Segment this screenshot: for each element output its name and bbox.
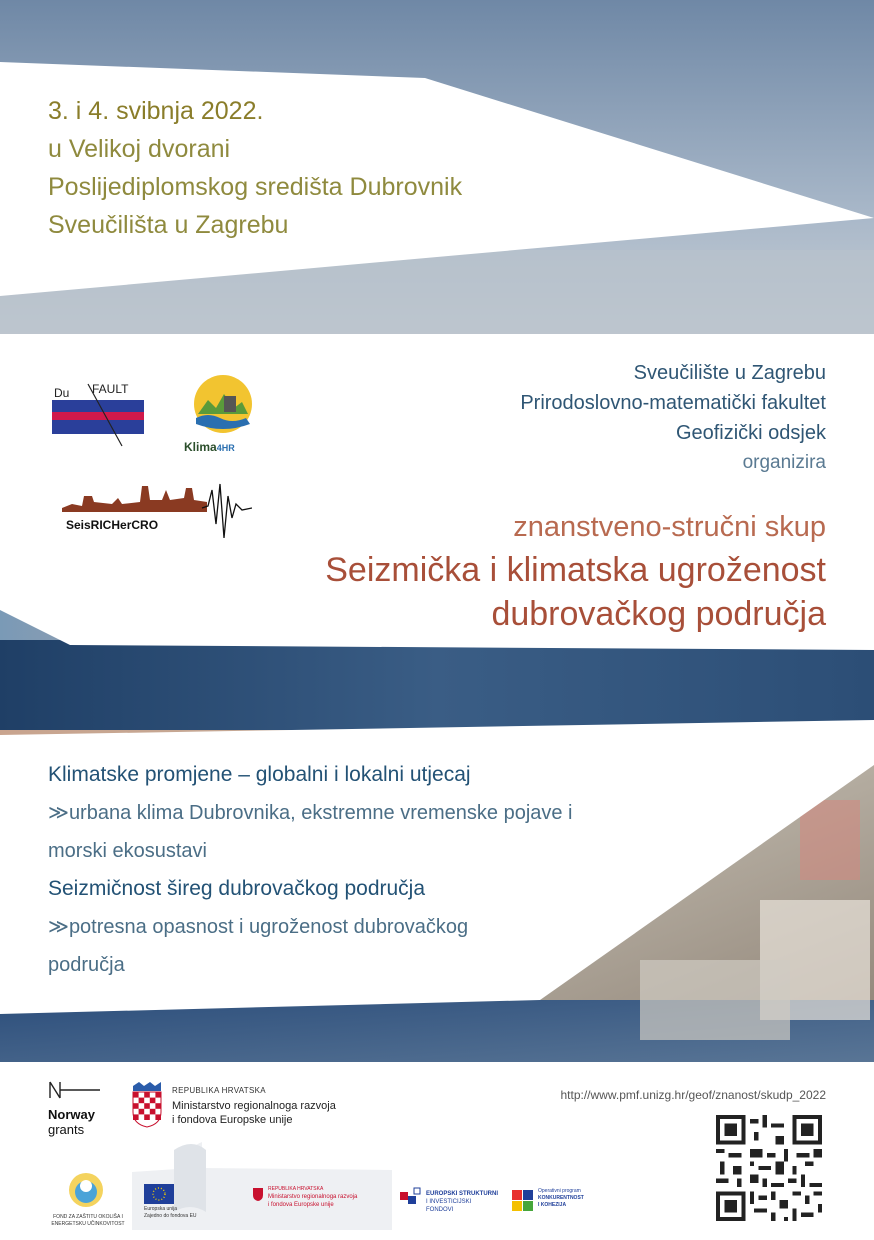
grants-label: grants (48, 1122, 85, 1137)
event-title: dubrovačkog područja (491, 595, 826, 633)
rh2-ministry: Ministarstvo regionalnoga razvoja (268, 1194, 358, 1200)
venue-line: u Velikoj dvorani (48, 135, 231, 163)
event-title: Seizmička i klimatska ugroženost (325, 551, 826, 589)
event-title-block (325, 506, 826, 636)
op-label: Operativni program (538, 1188, 581, 1194)
event-date: 3. i 4. svibnja 2022. (48, 97, 264, 125)
topic-heading: Klimatske promjene – globalni i lokalni utjecaj (48, 763, 471, 786)
klima4hr-logo (182, 374, 266, 460)
venue-line: Sveučilišta u Zagrebu (48, 211, 289, 239)
rh-small-label: REPUBLIKA HRVATSKA (172, 1086, 266, 1095)
organizer-university: Sveučilište u Zagrebu (633, 362, 826, 384)
topic-heading: Seizmičnost šireg dubrovačkog područja (48, 877, 426, 900)
organizer-faculty: Prirodoslovno-matematički fakultet (520, 392, 826, 414)
op-kik-logo (512, 1188, 602, 1218)
topic-bullet: područja (48, 954, 125, 976)
esif-flag-icon (398, 1186, 424, 1212)
seis-label: SeisRICHerCRO (66, 518, 159, 532)
esif-label: EUROPSKI STRUKTURNI (426, 1191, 499, 1197)
norway-label: Norway (48, 1107, 95, 1122)
eu-funds-banner (132, 1142, 392, 1230)
klima-label: Klima4HR (184, 440, 235, 454)
qr-code[interactable] (716, 1115, 822, 1221)
eu-flag-icon (144, 1184, 174, 1204)
norway-grants-logo (48, 1080, 118, 1140)
event-date-venue (48, 92, 462, 244)
croatian-coat-of-arms-small-icon (252, 1186, 264, 1202)
fzoeu-emblem-icon (66, 1170, 106, 1210)
event-subtitle: znanstveno-stručni skup (513, 511, 826, 543)
esif-logo (398, 1184, 498, 1218)
organizer-block (520, 358, 826, 478)
organizer-department: Geofizički odsjek (675, 422, 826, 444)
topic-bullet: ≫urbana klima Dubrovnika, ekstremne vremenske pojave i (48, 802, 573, 824)
op-label: I KOHEZIJA (538, 1202, 567, 1208)
fzoeu-label: FOND ZA ZAŠTITU OKOLIŠA I (53, 1214, 123, 1220)
op-kik-icon (512, 1190, 534, 1212)
op-label: KONKURENTNOST (538, 1195, 584, 1201)
esif-label: I INVESTICIJSKI FONDOVI (426, 1199, 472, 1213)
ministry-name: Ministarstvo regionalnoga razvoja (172, 1100, 336, 1112)
dufault-logo (52, 382, 146, 448)
croatian-coat-of-arms-icon (130, 1082, 164, 1128)
norway-grants-icon (48, 1080, 102, 1102)
rh2-ministry: i fondova Europske unije (268, 1202, 334, 1208)
seisrichercro-logo (62, 478, 252, 550)
eu-label: Zajedno do fondova EU (144, 1213, 197, 1219)
venue-line: Poslijediplomskog središta Dubrovnik (48, 173, 463, 201)
fzoeu-label: ENERGETSKU UČINKOVITOST (51, 1221, 125, 1227)
fzoeu-logo (48, 1170, 128, 1232)
website-url[interactable]: http://www.pmf.unizg.hr/geof/znanost/skudp_2022 (560, 1088, 826, 1102)
klima-emblem-icon (188, 374, 258, 436)
topic-bullet: morski ekosustavi (48, 840, 207, 862)
seismograph-skyline-icon (62, 478, 252, 550)
ministry-logo (130, 1082, 370, 1132)
dufault-du-label: Du (54, 386, 70, 400)
organizer-verb: organizira (742, 452, 826, 473)
qr-code-graphic (716, 1115, 822, 1221)
ministry-name: i fondova Europske unije (172, 1114, 293, 1126)
topics-block (48, 756, 648, 984)
rh2-small-label: REPUBLIKA HRVATSKA (268, 1186, 324, 1192)
eu-label: Europska unija (144, 1206, 178, 1212)
topic-bullet: ≫potresna opasnost i ugroženost dubrovačkog (48, 916, 469, 938)
dufault-fault-label: FAULT (92, 382, 129, 396)
